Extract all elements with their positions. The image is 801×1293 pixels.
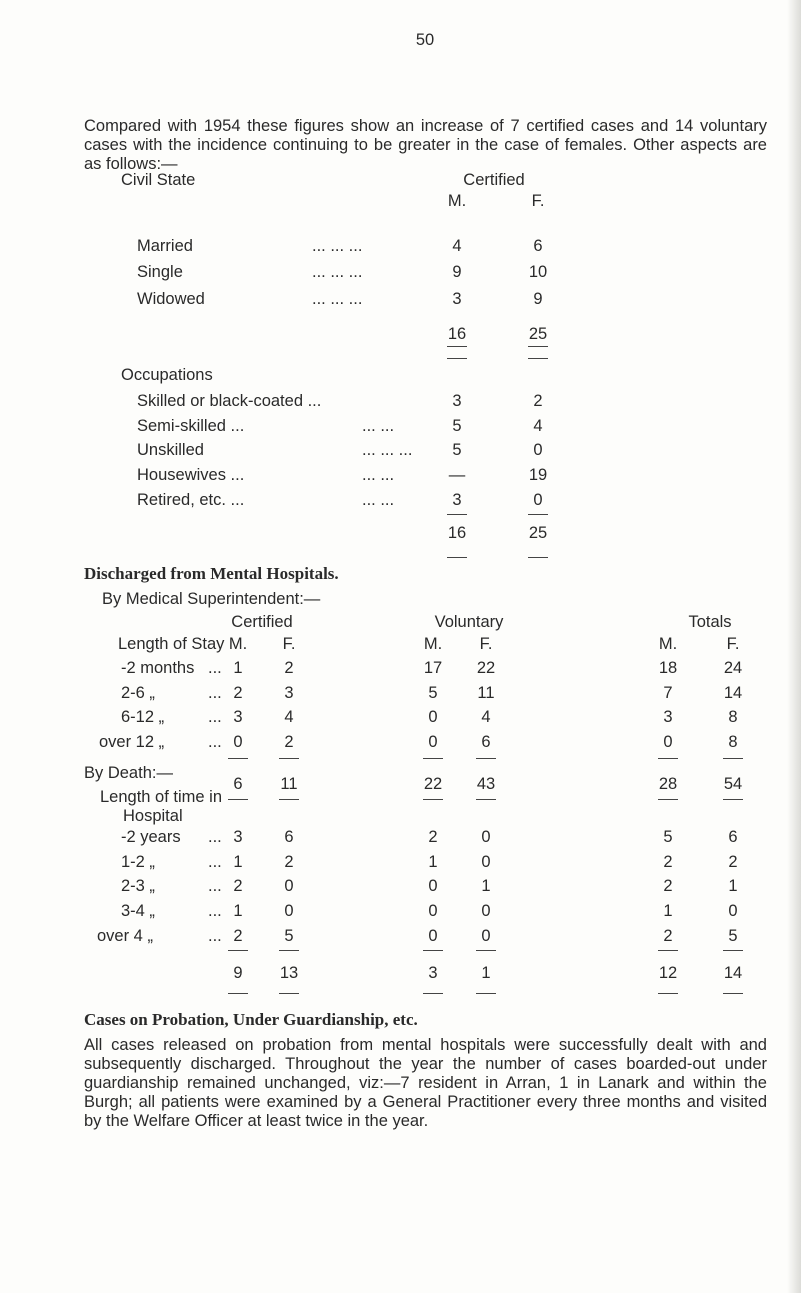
death-row-value: 0: [428, 877, 438, 895]
civil-row-label: Widowed: [137, 290, 205, 308]
column-subheading: F.: [282, 635, 296, 653]
death-total-rule: [476, 993, 496, 994]
stay-row-value: 14: [723, 684, 743, 702]
stay-row-value: 1: [233, 659, 243, 677]
stay-row-value: 7: [663, 684, 673, 702]
occupation-row-m: 3: [452, 491, 462, 509]
death-total-rule: [476, 950, 496, 951]
occupation-row-label: Housewives ...: [137, 466, 245, 484]
death-row-dots: ...: [208, 828, 222, 846]
death-total-rule: [658, 950, 678, 951]
death-row-label: over 4 „: [97, 927, 153, 945]
by-medical-superintendent: By Medical Superintendent:—: [102, 590, 321, 608]
death-row-value: 2: [663, 853, 673, 871]
occupations-rule: [447, 557, 467, 558]
death-row-value: 1: [663, 902, 673, 920]
death-row-value: 0: [284, 877, 294, 895]
death-total-value: 14: [723, 964, 743, 982]
page-number: 50: [415, 31, 435, 49]
death-row-dots: ...: [208, 927, 222, 945]
civil-row-m: 3: [452, 290, 462, 308]
stay-total-value: 54: [723, 775, 743, 793]
stay-row-value: 18: [658, 659, 678, 677]
stay-row-dots: ...: [208, 708, 222, 726]
stay-row-value: 5: [428, 684, 438, 702]
death-row-label: 3-4 „: [121, 902, 155, 920]
stay-row-value: 3: [284, 684, 294, 702]
column-subheading: M.: [658, 635, 678, 653]
stay-row-value: 0: [428, 708, 438, 726]
death-total-value: 3: [428, 964, 438, 982]
death-row-value: 2: [663, 927, 673, 945]
intro-paragraph: Compared with 1954 these figures show an increase of 7 certified cases and 14 voluntary cases with the incidence continuing to be greater in the case of females. Other aspects are as follows:—: [84, 117, 767, 173]
death-row-label: 1-2 „: [121, 853, 155, 871]
civil-row-label: Married: [137, 237, 193, 255]
column-subheading: M.: [423, 635, 443, 653]
civil-state-heading: Civil State: [121, 171, 196, 189]
death-row-value: 2: [233, 927, 243, 945]
stay-total-rule: [658, 758, 678, 759]
death-row-label: 2-3 „: [121, 877, 155, 895]
occupations-heading: Occupations: [121, 366, 213, 384]
occupation-row-label: Skilled or black-coated ...: [137, 392, 322, 410]
death-row-value: 0: [428, 902, 438, 920]
death-row-value: 2: [728, 853, 738, 871]
death-row-value: 0: [481, 853, 491, 871]
stay-row-value: 0: [428, 733, 438, 751]
stay-row-value: 8: [728, 733, 738, 751]
stay-total-rule: [228, 758, 248, 759]
stay-row-value: 2: [284, 733, 294, 751]
occupation-row-label: Semi-skilled ...: [137, 417, 245, 435]
death-row-value: 5: [728, 927, 738, 945]
stay-total-rule: [423, 799, 443, 800]
stay-total-rule: [279, 758, 299, 759]
death-row-dots: ...: [208, 853, 222, 871]
civil-rule: [528, 358, 548, 359]
death-total-rule: [658, 993, 678, 994]
death-row-value: 0: [481, 828, 491, 846]
civil-col-m: M.: [447, 192, 467, 210]
death-total-rule: [279, 993, 299, 994]
death-row-value: 5: [663, 828, 673, 846]
death-row-value: 1: [481, 877, 491, 895]
stay-row-label: -2 months: [121, 659, 195, 677]
death-total-rule: [423, 950, 443, 951]
civil-row-label: Single: [137, 263, 183, 281]
stay-total-rule: [723, 758, 743, 759]
death-total-rule: [423, 993, 443, 994]
civil-rule: [447, 358, 467, 359]
civil-row-m: 9: [452, 263, 462, 281]
stay-row-dots: ...: [208, 733, 222, 751]
stay-total-rule: [228, 799, 248, 800]
stay-total-rule: [476, 758, 496, 759]
death-row-value: 1: [233, 902, 243, 920]
civil-certified-heading: Certified: [463, 171, 525, 189]
civil-rule: [447, 346, 467, 347]
occupation-row-label: Unskilled: [137, 441, 204, 459]
occupation-row-dots: ... ...: [362, 417, 395, 435]
occupation-row-f: 0: [533, 441, 543, 459]
civil-row-f: 10: [528, 263, 548, 281]
death-row-value: 1: [728, 877, 738, 895]
death-row-value: 1: [428, 853, 438, 871]
occupation-row-m: 5: [452, 417, 462, 435]
by-death-heading: By Death:—: [84, 764, 173, 782]
stay-total-rule: [279, 799, 299, 800]
stay-row-value: 8: [728, 708, 738, 726]
stay-total-value: 6: [233, 775, 243, 793]
length-of-stay-label: Length of Stay: [118, 635, 225, 653]
stay-row-dots: ...: [208, 659, 222, 677]
occupation-row-dots: ... ...: [362, 466, 395, 484]
death-total-rule: [723, 993, 743, 994]
occupation-row-m: 3: [452, 392, 462, 410]
probation-paragraph: All cases released on probation from mental hospitals were successfully dealt with and subsequently discharged. Throughout the year the number of cases boarded-out under guardianship remained unchanged, viz:—7 resident in Arran, 1 in Lanark and within the Burgh; all patients were examined by a General Practitioner every three months and visited by the Welfare Officer at least twice in the year.: [84, 1036, 767, 1130]
group-totals: Totals: [688, 613, 732, 631]
occupations-rule: [528, 557, 548, 558]
discharged-heading: Discharged from Mental Hospitals.: [84, 564, 339, 583]
civil-row-m: 4: [452, 237, 462, 255]
death-total-rule: [228, 950, 248, 951]
stay-total-value: 43: [476, 775, 496, 793]
stay-total-value: 11: [280, 775, 298, 793]
death-total-rule: [279, 950, 299, 951]
death-row-value: 5: [284, 927, 294, 945]
stay-row-value: 2: [284, 659, 294, 677]
death-row-value: 1: [233, 853, 243, 871]
occupation-row-m: 5: [452, 441, 462, 459]
civil-row-dots: ... ... ...: [312, 237, 363, 255]
death-row-value: 2: [663, 877, 673, 895]
death-row-value: 0: [728, 902, 738, 920]
stay-row-label: over 12 „: [99, 733, 165, 751]
length-in-hospital-label-2: Hospital: [123, 807, 183, 825]
death-row-value: 6: [284, 828, 294, 846]
death-row-value: 2: [428, 828, 438, 846]
death-total-value: 9: [233, 964, 243, 982]
civil-total-f: 25: [528, 325, 548, 343]
stay-row-value: 17: [423, 659, 443, 677]
probation-heading: Cases on Probation, Under Guardianship, etc.: [84, 1010, 418, 1029]
civil-rule: [528, 346, 548, 347]
occupation-row-dots: ... ...: [362, 491, 395, 509]
death-row-value: 0: [428, 927, 438, 945]
occupation-row-f: 19: [528, 466, 548, 484]
occupations-total-f: 25: [528, 524, 548, 542]
stay-total-value: 28: [658, 775, 678, 793]
death-row-dots: ...: [208, 877, 222, 895]
stay-row-value: 2: [233, 684, 243, 702]
column-subheading: F.: [479, 635, 493, 653]
civil-total-m: 16: [447, 325, 467, 343]
death-row-value: 0: [481, 927, 491, 945]
death-total-rule: [723, 950, 743, 951]
death-row-dots: ...: [208, 902, 222, 920]
death-row-value: 0: [481, 902, 491, 920]
death-total-value: 13: [279, 964, 299, 982]
civil-row-dots: ... ... ...: [312, 290, 363, 308]
group-voluntary: Voluntary: [434, 613, 504, 631]
stay-row-value: 0: [663, 733, 673, 751]
death-row-value: 6: [728, 828, 738, 846]
stay-row-value: 6: [481, 733, 491, 751]
stay-row-value: 4: [284, 708, 294, 726]
occupation-row-f: 2: [533, 392, 543, 410]
death-row-value: 3: [233, 828, 243, 846]
stay-total-value: 22: [423, 775, 443, 793]
occupation-row-dots: ... ... ...: [362, 441, 413, 459]
length-in-hospital-label-1: Length of time in: [100, 788, 222, 806]
civil-row-f: 9: [533, 290, 543, 308]
death-total-rule: [228, 993, 248, 994]
stay-row-label: 2-6 „: [121, 684, 155, 702]
stay-row-value: 24: [723, 659, 743, 677]
civil-row-f: 6: [533, 237, 543, 255]
stay-row-value: 3: [663, 708, 673, 726]
stay-total-rule: [423, 758, 443, 759]
stay-total-rule: [658, 799, 678, 800]
death-total-value: 1: [481, 964, 491, 982]
civil-row-dots: ... ... ...: [312, 263, 363, 281]
column-subheading: M.: [228, 635, 248, 653]
occupation-row-f: 4: [533, 417, 543, 435]
occupations-total-m: 16: [447, 524, 467, 542]
stay-row-value: 0: [233, 733, 243, 751]
stay-row-label: 6-12 „: [121, 708, 165, 726]
stay-total-rule: [723, 799, 743, 800]
occupation-row-f: 0: [533, 491, 543, 509]
death-row-value: 2: [233, 877, 243, 895]
stay-row-value: 22: [476, 659, 496, 677]
death-row-label: -2 years: [121, 828, 181, 846]
occupations-rule: [447, 514, 467, 515]
occupations-rule: [528, 514, 548, 515]
group-certified: Certified: [231, 613, 293, 631]
page-edge-shadow: [787, 0, 801, 1293]
death-row-value: 2: [284, 853, 294, 871]
occupation-row-label: Retired, etc. ...: [137, 491, 245, 509]
stay-row-value: 4: [481, 708, 491, 726]
stay-row-dots: ...: [208, 684, 222, 702]
occupation-row-m: —: [448, 466, 466, 484]
stay-row-value: 3: [233, 708, 243, 726]
death-total-value: 12: [658, 964, 678, 982]
stay-row-value: 11: [477, 684, 495, 702]
death-row-value: 0: [284, 902, 294, 920]
stay-total-rule: [476, 799, 496, 800]
civil-col-f: F.: [531, 192, 545, 210]
column-subheading: F.: [726, 635, 740, 653]
